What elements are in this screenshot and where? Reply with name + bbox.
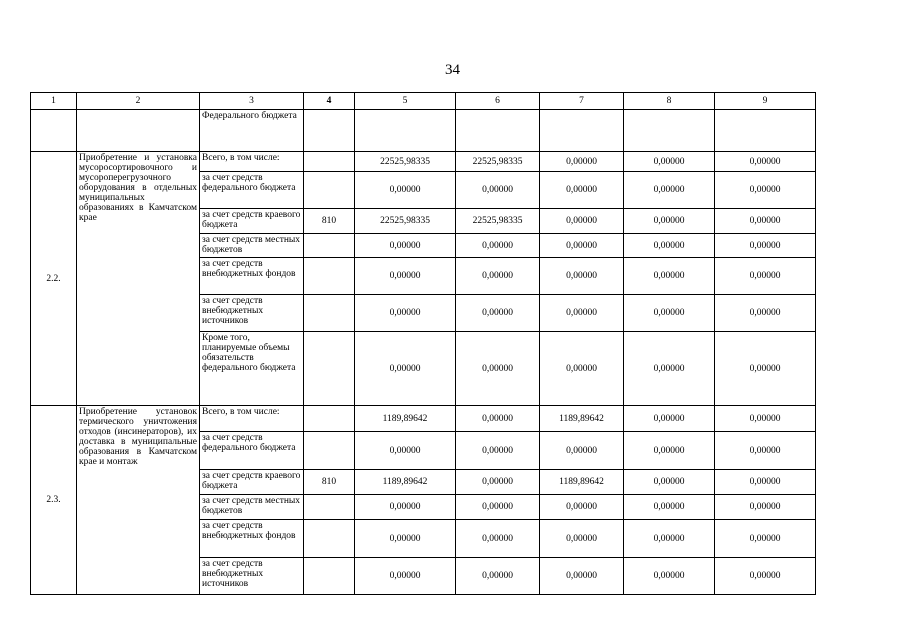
value-cell: 0,00000 (624, 172, 715, 209)
item-number: 2.2. (31, 152, 77, 406)
column-header: 8 (624, 93, 715, 110)
value-cell: 1189,89642 (540, 470, 624, 495)
funding-source: Всего, в том числе: (200, 152, 304, 172)
value-cell: 0,00000 (715, 234, 816, 258)
value-cell: 0,00000 (540, 520, 624, 558)
funding-source: за счет средств внебюджетных фондов (200, 520, 304, 558)
value-cell: 0,00000 (540, 172, 624, 209)
value-cell: 22525,98335 (355, 152, 456, 172)
item-name: Приобретение и установка мусоросортировочного и мусороперегрузочного оборудования в отдельных муниципальных образованиях в Камчатском крае (77, 152, 200, 406)
value-cell: 0,00000 (540, 295, 624, 332)
value-cell: 0,00000 (456, 495, 540, 520)
value-cell: 0,00000 (624, 332, 715, 406)
funding-source: за счет средств краевого бюджета (200, 209, 304, 234)
value-cell: 0,00000 (715, 558, 816, 595)
value-cell: 1189,89642 (355, 470, 456, 495)
value-cell: 0,00000 (456, 470, 540, 495)
value-cell: 0,00000 (624, 258, 715, 295)
value-cell: 0,00000 (624, 520, 715, 558)
budget-code (304, 258, 355, 295)
value-cell: 1189,89642 (355, 406, 456, 432)
value-cell: 0,00000 (715, 432, 816, 470)
budget-code (304, 172, 355, 209)
funding-source: за счет средств внебюджетных источников (200, 558, 304, 595)
value-cell: 0,00000 (624, 558, 715, 595)
budget-code (304, 406, 355, 432)
value-cell: 1189,89642 (540, 406, 624, 432)
value-cell: 22525,98335 (456, 209, 540, 234)
value-cell: 22525,98335 (355, 209, 456, 234)
table-row (31, 406, 816, 432)
budget-code (304, 234, 355, 258)
funding-source: за счет средств краевого бюджета (200, 470, 304, 495)
value-cell: 0,00000 (624, 234, 715, 258)
column-header: 4 (304, 93, 355, 110)
value-cell: 0,00000 (355, 172, 456, 209)
budget-code (304, 558, 355, 595)
value-cell: 0,00000 (624, 209, 715, 234)
item-name: Приобретение установок термического уничтожения отходов (инсинераторов), их доставка в муниципальные образования в Камчатском крае и монтаж (77, 406, 200, 595)
value-cell: 0,00000 (355, 258, 456, 295)
funding-source: Кроме того, планируемые объемы обязательств федерального бюджета (200, 332, 304, 406)
budget-code: 810 (304, 209, 355, 234)
value-cell: 0,00000 (715, 406, 816, 432)
budget-code (304, 332, 355, 406)
value-cell: 0,00000 (715, 209, 816, 234)
value-cell: 0,00000 (456, 406, 540, 432)
value-cell: 0,00000 (540, 152, 624, 172)
column-header-row (31, 93, 816, 110)
funding-source: за счет средств внебюджетных источников (200, 295, 304, 332)
value-cell: 0,00000 (456, 295, 540, 332)
column-header: 2 (77, 93, 200, 110)
budget-code (304, 432, 355, 470)
value-cell: 0,00000 (355, 295, 456, 332)
budget-code (304, 295, 355, 332)
value-cell: 0,00000 (456, 172, 540, 209)
funding-source: за счет средств федерального бюджета (200, 432, 304, 470)
column-header: 9 (715, 93, 816, 110)
budget-code (304, 495, 355, 520)
page-number: 34 (445, 62, 460, 78)
value-cell: 22525,98335 (456, 152, 540, 172)
value-cell: 0,00000 (715, 258, 816, 295)
value-cell: 0,00000 (715, 172, 816, 209)
funding-source: за счет средств местных бюджетов (200, 495, 304, 520)
value-cell: 0,00000 (715, 520, 816, 558)
value-cell: 0,00000 (715, 332, 816, 406)
column-header: 3 (200, 93, 304, 110)
value-cell: 0,00000 (715, 295, 816, 332)
funding-source: Федерального бюджета (200, 110, 304, 152)
value-cell: 0,00000 (355, 495, 456, 520)
value-cell: 0,00000 (540, 332, 624, 406)
value-cell: 0,00000 (355, 234, 456, 258)
column-header: 5 (355, 93, 456, 110)
value-cell: 0,00000 (715, 152, 816, 172)
value-cell: 0,00000 (355, 432, 456, 470)
value-cell: 0,00000 (540, 495, 624, 520)
column-header: 1 (31, 93, 77, 110)
value-cell: 0,00000 (624, 152, 715, 172)
table-row (31, 152, 816, 172)
value-cell: 0,00000 (624, 406, 715, 432)
value-cell: 0,00000 (456, 520, 540, 558)
value-cell: 0,00000 (456, 234, 540, 258)
funding-source: за счет средств местных бюджетов (200, 234, 304, 258)
funding-source: Всего, в том числе: (200, 406, 304, 432)
value-cell: 0,00000 (624, 470, 715, 495)
value-cell: 0,00000 (540, 234, 624, 258)
value-cell: 0,00000 (540, 558, 624, 595)
value-cell: 0,00000 (540, 209, 624, 234)
budget-code (304, 520, 355, 558)
value-cell: 0,00000 (540, 432, 624, 470)
value-cell: 0,00000 (355, 520, 456, 558)
item-number: 2.3. (31, 406, 77, 595)
value-cell: 0,00000 (355, 332, 456, 406)
funding-source: за счет средств внебюджетных фондов (200, 258, 304, 295)
column-header: 7 (540, 93, 624, 110)
column-header: 6 (456, 93, 540, 110)
budget-table (30, 92, 816, 595)
value-cell: 0,00000 (624, 432, 715, 470)
funding-source: за счет средств федерального бюджета (200, 172, 304, 209)
value-cell: 0,00000 (715, 470, 816, 495)
value-cell: 0,00000 (715, 495, 816, 520)
value-cell: 0,00000 (624, 495, 715, 520)
budget-code (304, 152, 355, 172)
budget-code: 810 (304, 470, 355, 495)
value-cell: 0,00000 (456, 258, 540, 295)
value-cell: 0,00000 (355, 558, 456, 595)
value-cell: 0,00000 (456, 332, 540, 406)
value-cell: 0,00000 (456, 558, 540, 595)
value-cell: 0,00000 (624, 295, 715, 332)
table-row (31, 110, 816, 152)
value-cell: 0,00000 (456, 432, 540, 470)
value-cell: 0,00000 (540, 258, 624, 295)
